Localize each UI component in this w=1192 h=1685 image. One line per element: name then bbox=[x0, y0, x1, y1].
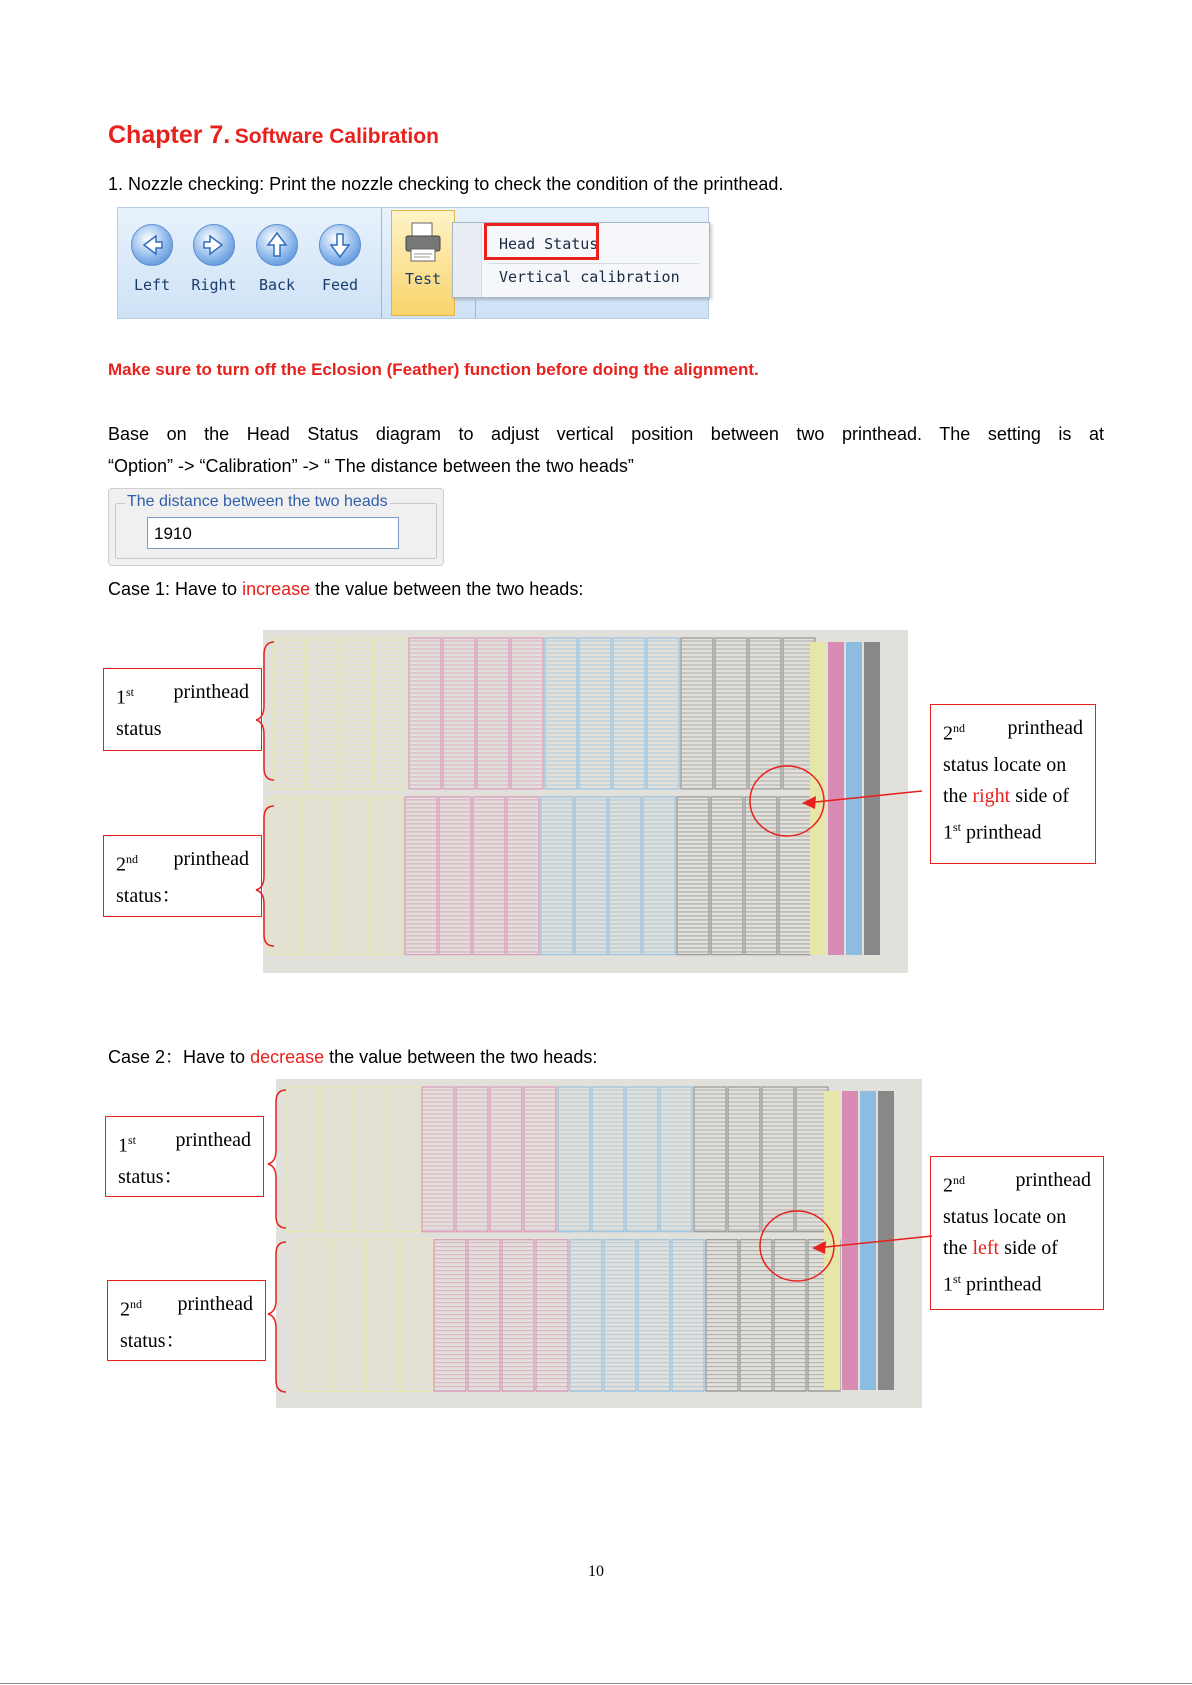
case2-brace-bottom bbox=[268, 1242, 286, 1392]
left-button-label: Left bbox=[133, 276, 171, 294]
instruction-line2: “Option” -> “Calibration” -> “ The distance between the two heads” bbox=[108, 456, 634, 476]
case2-callout-right-line2: status locate on bbox=[943, 1205, 1067, 1228]
right-button-label: Right bbox=[191, 276, 237, 294]
case2-suffix: the value between the two heads: bbox=[324, 1047, 598, 1067]
case2-prefix: Case 2：Have to bbox=[108, 1047, 251, 1067]
case2-callout-second-line1: 2nd printhead bbox=[120, 1293, 253, 1321]
case2-callout-right-line3: the left side of bbox=[943, 1236, 1058, 1259]
feed-button-label: Feed bbox=[321, 276, 359, 294]
case1-callout-right-line4: 1st printhead bbox=[943, 819, 1042, 844]
case2-callout-right-line4: 1st printhead bbox=[943, 1271, 1042, 1296]
case1-callout-right-line2: status locate on bbox=[943, 753, 1067, 776]
distance-field-legend: The distance between the two heads bbox=[127, 493, 388, 510]
case1-prefix: Case 1: Have to bbox=[108, 579, 243, 599]
menu-item-vertical-calibration[interactable]: Vertical calibration bbox=[499, 268, 680, 286]
case1-brace-top bbox=[256, 642, 274, 780]
case1-callout-first-line2: status bbox=[116, 717, 162, 740]
chapter-title: Software Calibration bbox=[234, 125, 439, 148]
step1-text: 1. Nozzle checking: Print the nozzle checking to check the condition of the printhead. bbox=[108, 174, 784, 194]
instruction-line1: Base on the Head Status diagram to adjust vertical position between two printhead. The setting is at bbox=[108, 424, 1104, 444]
case2-arrowhead bbox=[812, 1241, 826, 1254]
case2-callout-first-line2: status： bbox=[118, 1165, 184, 1188]
case1-callout-right-line1: 2nd printhead bbox=[943, 717, 1083, 745]
case1-keyword: increase bbox=[242, 579, 311, 599]
case2-callout-second-line2: status： bbox=[120, 1329, 186, 1352]
back-button-label: Back bbox=[258, 276, 296, 294]
distance-input[interactable]: 1910 bbox=[147, 517, 399, 549]
case1-arrowhead bbox=[802, 796, 816, 809]
chapter-number: Chapter 7. bbox=[108, 121, 231, 149]
case1-callout-first-line1: 1st printhead bbox=[116, 681, 249, 709]
case1-callout-right-line3: the right side of bbox=[943, 784, 1070, 807]
case1-suffix: the value between the two heads: bbox=[310, 579, 584, 599]
warning-text: Make sure to turn off the Eclosion (Feather) function before doing the alignment. bbox=[108, 360, 759, 379]
case2-brace-top bbox=[268, 1090, 286, 1228]
case1-brace-bottom bbox=[256, 806, 274, 946]
page-bottom-rule bbox=[0, 1683, 1192, 1684]
menu-item-head-status[interactable]: Head Status bbox=[499, 235, 599, 253]
case2-keyword: decrease bbox=[250, 1047, 325, 1067]
case2-callout-right-line1: 2nd printhead bbox=[943, 1169, 1091, 1197]
case1-callout-second-line2: status： bbox=[116, 884, 182, 907]
case1-callout-second-line1: 2nd printhead bbox=[116, 848, 249, 876]
case2-callout-first-line1: 1st printhead bbox=[118, 1129, 251, 1157]
page-number: 10 bbox=[588, 1563, 604, 1580]
test-button-label: Test bbox=[404, 270, 442, 288]
